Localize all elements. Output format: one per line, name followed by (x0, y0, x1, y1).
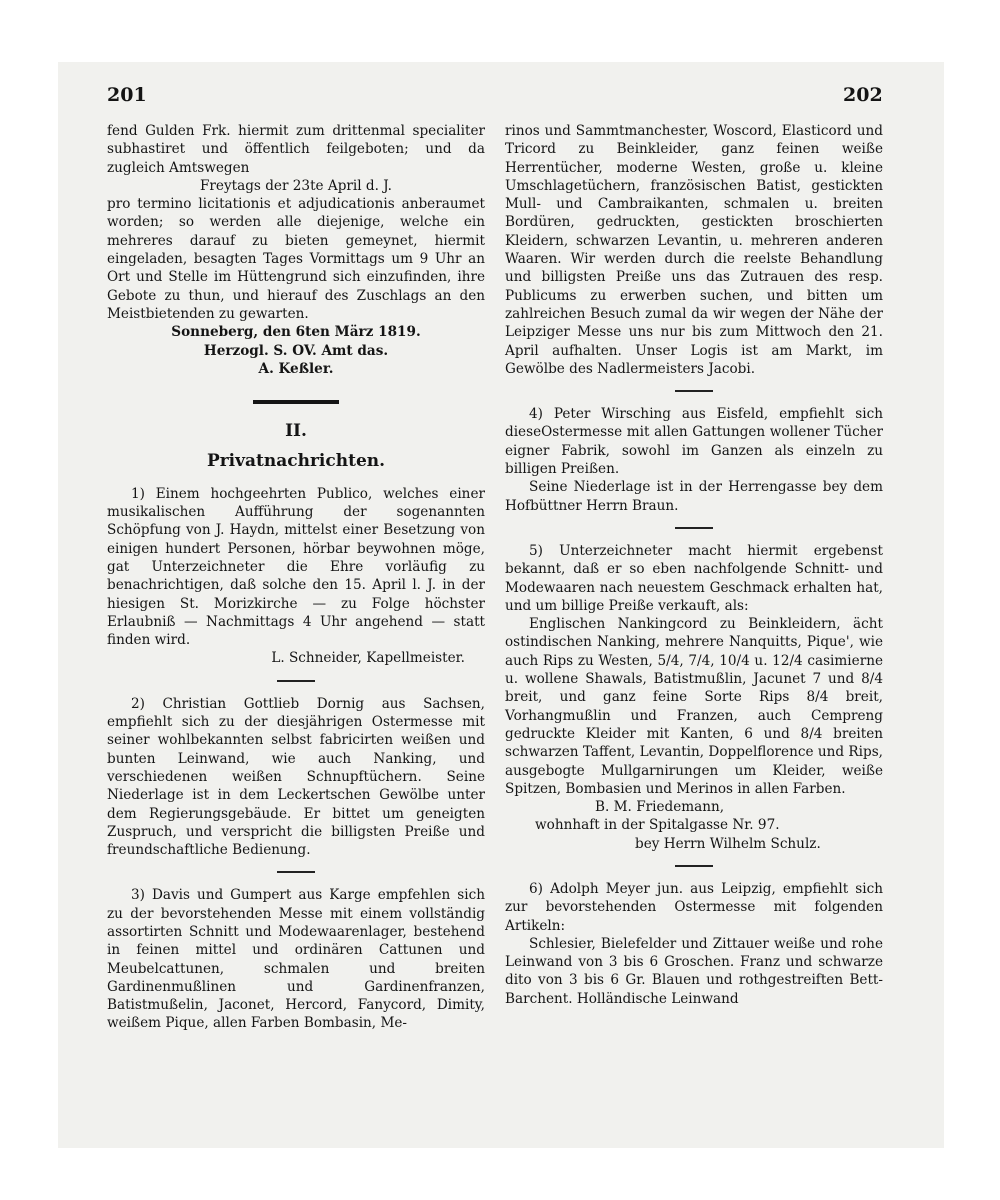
section-number: II. (285, 421, 307, 442)
notice-4-text-2: Seine Niederlage ist in der Herrengasse bey dem Hofbüttner Herrn Braun. (505, 479, 883, 514)
notice-5-text-2: Englischen Nankingcord zu Beinkleidern, ächt ostindischen Nanking, mehrere Nanquitts, Pique', wie auch Rips zu Westen, 5/4, 7/4, 10/4 u. 12/4 casimierne u. wollene Shawals, Batistmußlin, Jacunet 7 und 8/4 breit, und ganz feine Sorte Rips 8/4 breit, Vorhangmußlin und Franzen, auch Cempreng gedruckte Kleider mit Kanten, 6 und 8/4 breiten schwarzen Taffent, Levantin, Doppelflorence und Rips, ausgebogte Mullgarnirungen um Kleider, weiße Spitzen, Bombasien und Merinos in allen Farben. (505, 616, 883, 797)
auction-text: fend Gulden Frk. hiermit zum drittenmal specialiter subhastiret und öffentlich feilgeboten; und da zugleich Amtswegen (107, 123, 485, 176)
notice-1-signature: L. Schneider, Kapellmeister. (271, 650, 465, 667)
notice-4-text: 4) Peter Wirsching aus Eisfeld, empfiehlt sich dieseOstermesse mit allen Gattungen wollener Tücher eigner Fabrik, sowohl im Ganzen als einzeln zu billigen Preißen. (505, 406, 883, 478)
page-number-left: 201 (107, 84, 147, 106)
divider (277, 871, 315, 873)
auction-signer: A. Keßler. (258, 360, 334, 377)
notice-5-address: wohnhaft in der Spitalgasse Nr. 97. (535, 817, 780, 834)
notice-5-signer: B. M. Friedemann, (595, 799, 725, 816)
auction-office: Herzogl. S. OV. Amt das. (203, 342, 389, 359)
notice-3-text: 3) Davis und Gumpert aus Karge empfehlen sich zu der bevorstehenden Messe mit einem vollständig assortirten Schnitt und Modewaarenlager, bestehend in feinen mittel und ordinären Cattunen und Meubelcattunen, schmalen und breiten Gardinenmußlinen und Gardinenfranzen, Batistmußelin, Jaconet, Hercord, Fanycord, Dimity, weißem Pique, allen Farben Bombasin, Me- (107, 887, 485, 1032)
divider (675, 527, 713, 529)
auction-text-2: pro termino licitationis et adjudicationis anberaumet worden; so werden alle diejenige, welche ein mehreres darauf zu bieten gemeynet, hiermit eingeladen, besagten Tages Vormittags um 9 Uhr an Ort und Stelle im Hüttengrund sich einzufinden, ihre Gebote zu thun, und hierauf des Zuschlags an den Meistbietenden zu gewarten. (107, 196, 485, 322)
notice-6-text-2: Schlesier, Bielefelder und Zittauer weiße und rohe Leinwand von 3 bis 6 Groschen. Franz und schwarze dito von 3 bis 6 Gr. Blauen und rothgestreiften Bett-Barchent. Holländische Leinwand (505, 935, 883, 1007)
section-title: Privatnachrichten. (206, 451, 386, 472)
notice-3-continued: rinos und Sammtmanchester, Woscord, Elasticord und Tricord zu Beinkleider, ganz feinen weiße Herrentücher, moderne Westen, große u. kleine Umschlagetüchern, französischen Batist, gestickten Mull- und Cambraikanten, schmalen u. breiten Bordüren, gedruckten, gestickten broschierten Kleidern, schwarzen Levantin, u. mehreren anderen Waaren. Wir werden durch die reelste Behandlung und billigsten Preiße uns das Zutrauen des resp. Publicums zu erwerben suchen, und bitten um zahlreichen Besuch zumal da wir wegen der Nähe der Leipziger Messe uns nur bis zum Mittwoch den 21. April aufhalten. Unser Logis ist am Markt, im Gewölbe des Nadlermeisters Jacobi. (505, 123, 883, 377)
divider (675, 390, 713, 392)
notice-5-text: 5) Unterzeichneter macht hiermit ergebenst bekannt, daß er so eben nachfolgende Schnitt- und Modewaaren nach neuestem Geschmack erhalten hat, und um billige Preiße verkauft, als: (505, 542, 883, 614)
notice-5-address-2: bey Herrn Wilhelm Schulz. (635, 835, 821, 852)
section-divider (253, 400, 339, 404)
right-column (505, 122, 883, 1008)
divider (277, 680, 315, 682)
notice-6-text: 6) Adolph Meyer jun. aus Leipzig, empfiehlt sich zur bevorstehenden Ostermesse mit folgenden Artikeln: (505, 880, 883, 934)
notice-2-text: 2) Christian Gottlieb Dornig aus Sachsen, empfiehlt sich zu der diesjährigen Ostermesse mit seiner wohlbekannten selbst fabricirten weißen und bunten Leinwand, wie auch Nanking, und verschiedenen weißen Schnupftüchern. Seine Niederlage ist in dem Leckertschen Gewölbe unter dem Regierungsgebäude. Er bittet um geneigten Zuspruch, und verspricht die billigsten Preiße und freundschaftliche Bedienung. (107, 695, 485, 859)
divider (675, 865, 713, 867)
left-column (107, 122, 485, 1033)
page-number-right: 202 (843, 84, 883, 106)
auction-place-date: Sonneberg, den 6ten März 1819. (171, 324, 421, 341)
notice-1-text: 1) Einem hochgeehrten Publico, welches einer musikalischen Aufführung der sogenannten Schöpfung von J. Haydn, mittelst einer Besetzung von einigen hundert Personen, hörbar beywohnen möge, gat Unterzeichneter die Ehre vorläufig zu benachrichtigen, daß solche den 15. April l. J. in der hiesigen St. Morizkirche — zu Folge höchster Erlaubniß — Nachmittags 4 Uhr angehend — statt finden wird. (107, 485, 485, 649)
auction-date: Freytags der 23te April d. J. (199, 177, 392, 194)
